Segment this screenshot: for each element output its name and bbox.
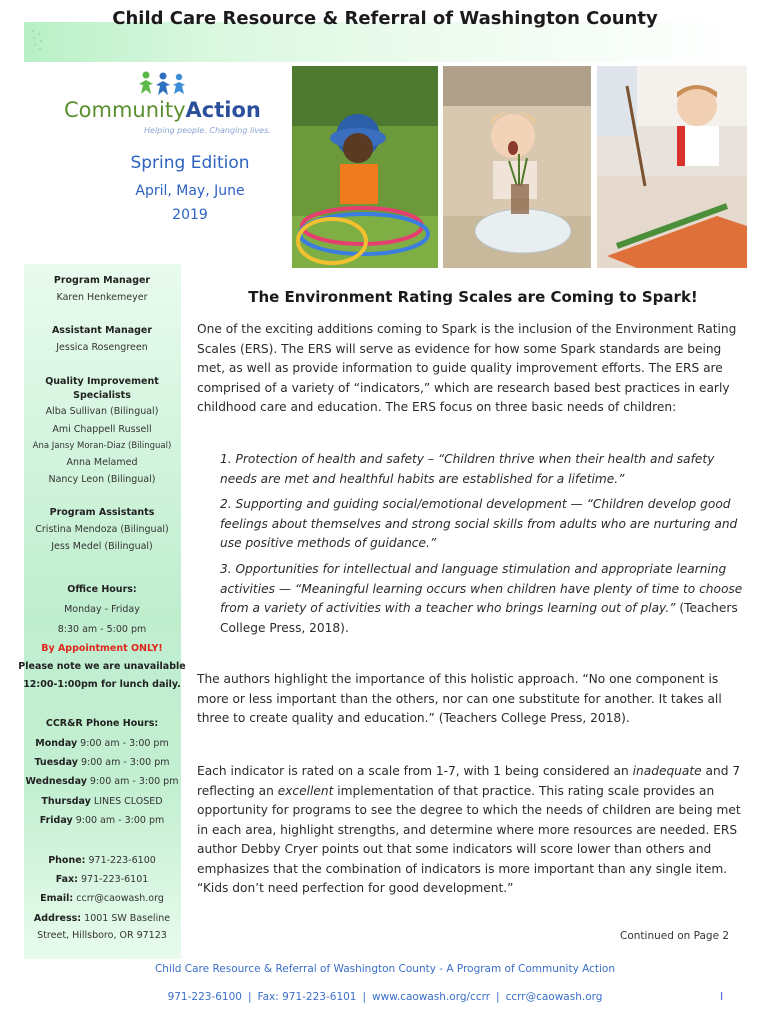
footer-phone: 971-223-6100 [167, 991, 242, 1003]
photo-child-planting [443, 66, 591, 268]
phone-hours-heading: CCR&R Phone Hours: [45, 718, 159, 729]
list-item: Alba Sullivan (Bilingual) [45, 406, 159, 417]
footer-website-link[interactable]: www.caowash.org/ccrr [372, 991, 491, 1003]
appointment-notice: By Appointment ONLY! [41, 643, 163, 654]
fax-contact: Fax: 971-223-6101 [55, 874, 149, 885]
qi-heading-line2: Specialists [73, 390, 131, 401]
footer-fax: Fax: 971-223-6101 [257, 991, 357, 1003]
photo-child-hula-hoops [292, 66, 438, 268]
phone-hours-row: Tuesday 9:00 am - 3:00 pm [34, 757, 170, 768]
phone-hours-row: Friday 9:00 am - 3:00 pm [39, 815, 165, 826]
article-intro: One of the exciting additions coming to Spark is the inclusion of the Environment Rating Scales (ERS). The ERS will serve as evidence for how some Spark standards are being met, as well as provide information to guide quality improvement efforts. The ERS are comprised of a variety of “indicators,” which are research based best practices in early childhood care and education. The ERS focus on three basic needs of children: [197, 322, 737, 414]
assistant-manager-name: Jessica Rosengreen [56, 342, 148, 353]
program-manager-heading: Program Manager [53, 275, 151, 286]
footer-program-line: Child Care Resource & Referral of Washington County - A Program of Community Action [154, 963, 616, 975]
phone-hours-row: Thursday LINES CLOSED [41, 796, 163, 807]
program-assistants-heading: Program Assistants [49, 507, 155, 518]
phone-hours-row: Monday 9:00 am - 3:00 pm [35, 738, 169, 749]
address-line1: Address: 1001 SW Baseline [33, 913, 171, 924]
edition-months: April, May, June [135, 183, 245, 199]
list-item: Cristina Mendoza (Bilingual) [35, 524, 169, 535]
rating-paragraph: Each indicator is rated on a scale from 1-7, with 1 being considered an inadequate and 7 reflecting an excellent implementation of that practice. This rating scale provides an opportunity for programs to see the degree to which the needs of children are being met in each area, highlight strengths, and determine where more resources are needed. ERS author Debby Cryer points out that some indicators will score lower than others and emphasizes that the combination of indicators is more important than any single item. “Kids don’t need perfection for good development.” [197, 764, 741, 895]
community-action-logo [64, 70, 271, 140]
decorative-dots [30, 28, 44, 54]
need-intellectual: 3. Opportunities for intellectual and language stimulation and appropriate learning activities — “Meaningful learning occurs when children have plenty of time to choose from a variety of activities with a teacher who brings learning out of play.” (Teachers College Press, 2018). [220, 562, 743, 635]
page-title: Child Care Resource & Referral of Washington County [112, 8, 658, 29]
list-item: Jess Medel (Bilingual) [51, 541, 153, 552]
office-time: 8:30 am - 5:00 pm [57, 624, 147, 635]
holistic-paragraph: The authors highlight the importance of this holistic approach. “No one component is more or less important than the others, nor can one substitute for another. It takes all three to create quality and education.” (Teachers College Press, 2018). [197, 672, 722, 725]
page-number: I [720, 990, 724, 1003]
continued-notice: Continued on Page 2 [620, 930, 730, 942]
logo-wordmark: CommunityAction [64, 98, 261, 122]
footer-contact-line [0, 991, 770, 1003]
qi-heading-line1: Quality Improvement [45, 376, 159, 387]
list-item: Nancy Leon (Bilingual) [48, 474, 156, 485]
phone-contact: Phone: 971-223-6100 [48, 855, 156, 866]
people-figures-icon [132, 70, 192, 100]
logo-tagline: Helping people. Changing lives. [144, 126, 271, 135]
need-health-safety: 1. Protection of health and safety – “Children thrive when their health and safety needs are met and healthful habits are established for a lifetime.” [220, 452, 715, 486]
office-hours-heading: Office Hours: [67, 584, 137, 595]
office-days: Monday - Friday [64, 604, 140, 615]
footer-separator: | [496, 991, 500, 1003]
need-social-emotional: 2. Supporting and guiding social/emotional development — “Children develop good feelings about themselves and strong social skills from adults who are nurturing and use positive methods of guidance.” [220, 497, 738, 550]
footer-separator: | [247, 991, 252, 1003]
edition-year: 2019 [172, 207, 208, 223]
address-line2: Street, Hillsboro, OR 97123 [37, 930, 167, 941]
assistant-manager-heading: Assistant Manager [51, 325, 153, 336]
list-item: Ana Jansy Moran-Diaz (Bilingual) [32, 441, 172, 451]
footer-separator: | [362, 991, 367, 1003]
list-item: Ami Chappell Russell [52, 424, 152, 435]
footer-email-link[interactable]: ccrr@caowash.org [505, 991, 603, 1003]
email-contact[interactable]: Email: ccrr@caowash.org [40, 893, 164, 904]
phone-hours-row: Wednesday 9:00 am - 3:00 pm [25, 776, 179, 787]
article-title: The Environment Rating Scales are Coming to Spark! [248, 288, 698, 306]
edition-title: Spring Edition [130, 153, 250, 173]
lunch-notice-line1: Please note we are unavailable [18, 661, 186, 672]
photo-child-painting [597, 66, 747, 268]
list-item: Anna Melamed [66, 457, 138, 468]
program-manager-name: Karen Henkemeyer [56, 292, 148, 303]
lunch-notice-line2: 12:00-1:00pm for lunch daily. [23, 679, 181, 690]
